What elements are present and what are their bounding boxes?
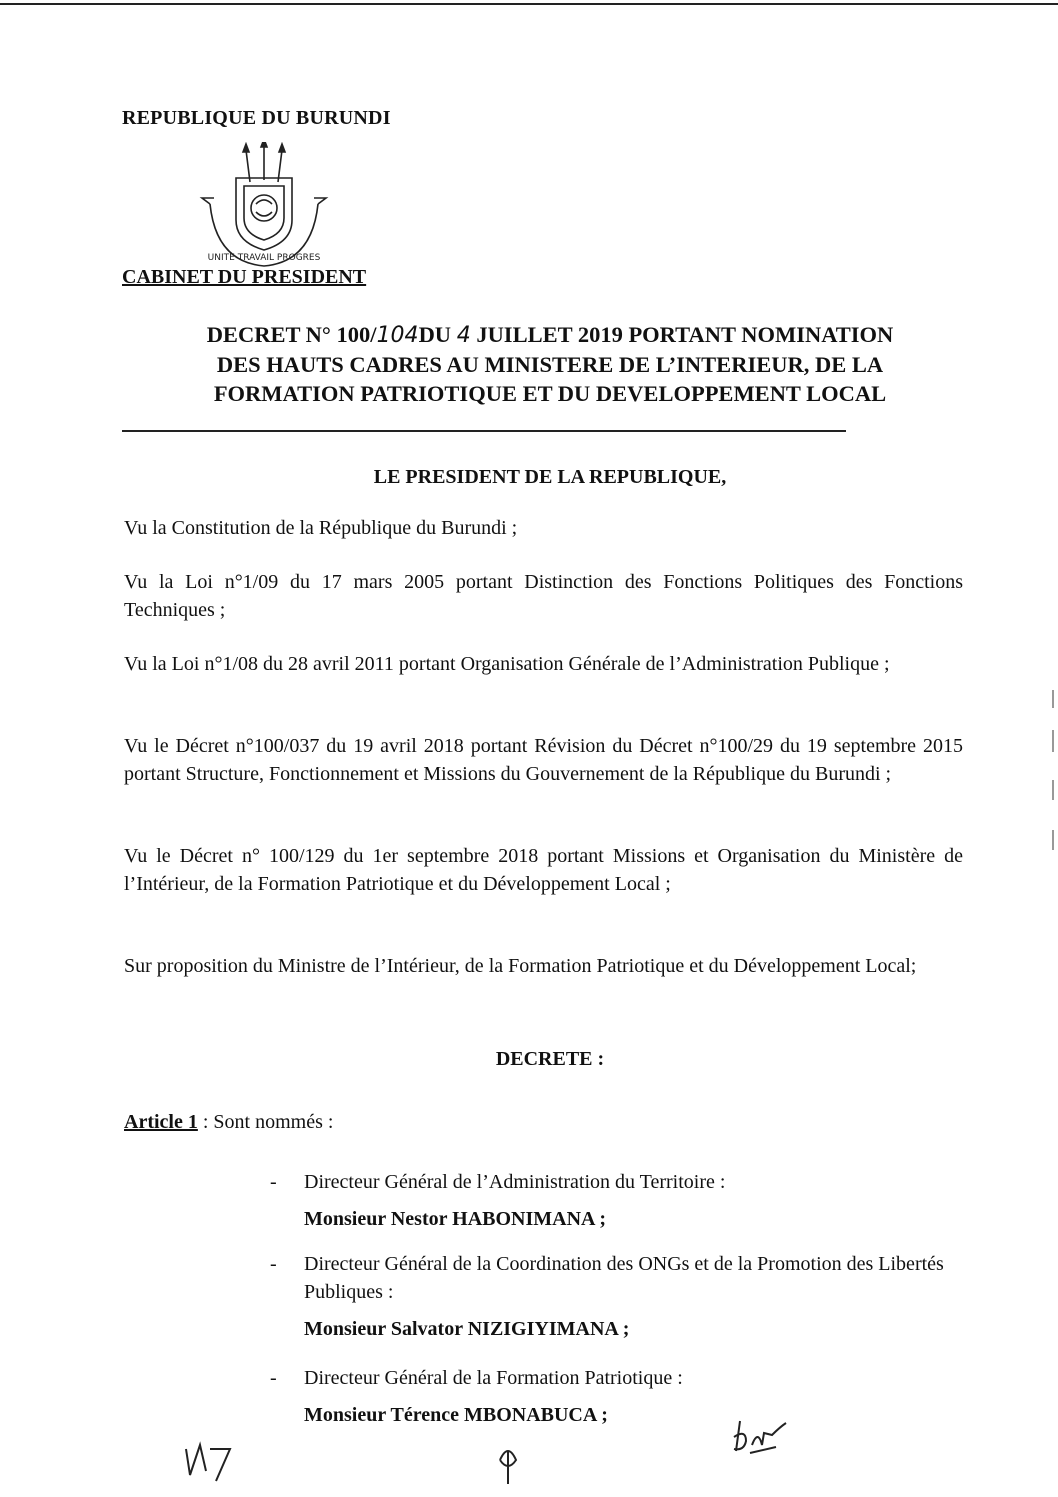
title-part3: JUILLET 2019 PORTANT NOMINATION bbox=[470, 322, 894, 347]
scan-top-edge bbox=[0, 3, 1058, 5]
cabinet-heading: CABINET DU PRESIDENT bbox=[122, 266, 367, 288]
appointee-name: Monsieur Térence MBONABUCA ; bbox=[304, 1404, 608, 1426]
list-dash: - bbox=[270, 1171, 277, 1193]
country-heading: REPUBLIQUE DU BURUNDI bbox=[122, 107, 391, 129]
president-heading: LE PRESIDENT DE LA REPUBLIQUE, bbox=[373, 466, 727, 488]
consideration-decret-100-037: Vu le Décret n°100/037 du 19 avril 2018 portant Révision du Décret n°100/29 du 19 septembre 2015 portant Structure, Fonctionnement et Missions du Gouvernement de la République du Burundi ; bbox=[124, 735, 963, 785]
coat-of-arms-seal bbox=[196, 142, 332, 272]
decrete-heading: DECRETE : bbox=[495, 1048, 605, 1070]
title-line2: DES HAUTS CADRES AU MINISTERE DE L’INTERIEUR, DE LA bbox=[216, 352, 884, 377]
title-part1: DECRET N° 100/ bbox=[206, 322, 377, 347]
handwritten-decree-number: 104 bbox=[376, 323, 419, 348]
appointment-position: Directeur Général de l’Administration du Territoire : bbox=[304, 1171, 726, 1193]
consideration-proposition: Sur proposition du Ministre de l’Intérieur, de la Formation Patriotique et du Développement Local; bbox=[124, 955, 917, 977]
handwritten-day: 4 bbox=[456, 323, 471, 348]
article-1-text: : Sont nommés : bbox=[197, 1111, 334, 1133]
appointment-position: Directeur Général de la Coordination des ONGs et de la Promotion des Libertés Publiques : bbox=[304, 1253, 944, 1303]
list-dash: - bbox=[270, 1367, 277, 1389]
consideration-loi-1-09: Vu la Loi n°1/09 du 17 mars 2005 portant Distinction des Fonctions Politiques des Fonctions Techniques ; bbox=[124, 571, 963, 621]
consideration-decret-100-129: Vu le Décret n° 100/129 du 1er septembre 2018 portant Missions et Organisation du Ministère de l’Intérieur, de la Formation Patriotique et du Développement Local ; bbox=[124, 845, 963, 895]
article-1 bbox=[124, 1111, 333, 1134]
appointment-position: Directeur Général de la Formation Patriotique : bbox=[304, 1367, 683, 1389]
article-1-label: Article 1 bbox=[124, 1111, 198, 1133]
appointee-name: Monsieur Salvator NIZIGIYIMANA ; bbox=[304, 1318, 630, 1340]
title-line3: FORMATION PATRIOTIQUE ET DU DEVELOPPEMENT LOCAL bbox=[213, 381, 887, 406]
title-separator bbox=[122, 430, 846, 432]
handwritten-initial-left bbox=[180, 1435, 236, 1485]
scan-margin-marks bbox=[1050, 690, 1056, 890]
list-dash: - bbox=[270, 1253, 277, 1275]
handwritten-initial-right bbox=[728, 1415, 790, 1459]
appointee-name: Monsieur Nestor HABONIMANA ; bbox=[304, 1208, 607, 1230]
consideration-constitution: Vu la Constitution de la République du Burundi ; bbox=[124, 517, 518, 539]
handwritten-initial-center bbox=[490, 1438, 526, 1488]
title-part2: DU bbox=[418, 322, 457, 347]
decree-title bbox=[110, 320, 990, 408]
consideration-loi-1-08: Vu la Loi n°1/08 du 28 avril 2011 portant Organisation Générale de l’Administration Publique ; bbox=[124, 653, 890, 675]
seal-motto: UNITE TRAVAIL PROGRES bbox=[207, 253, 321, 263]
